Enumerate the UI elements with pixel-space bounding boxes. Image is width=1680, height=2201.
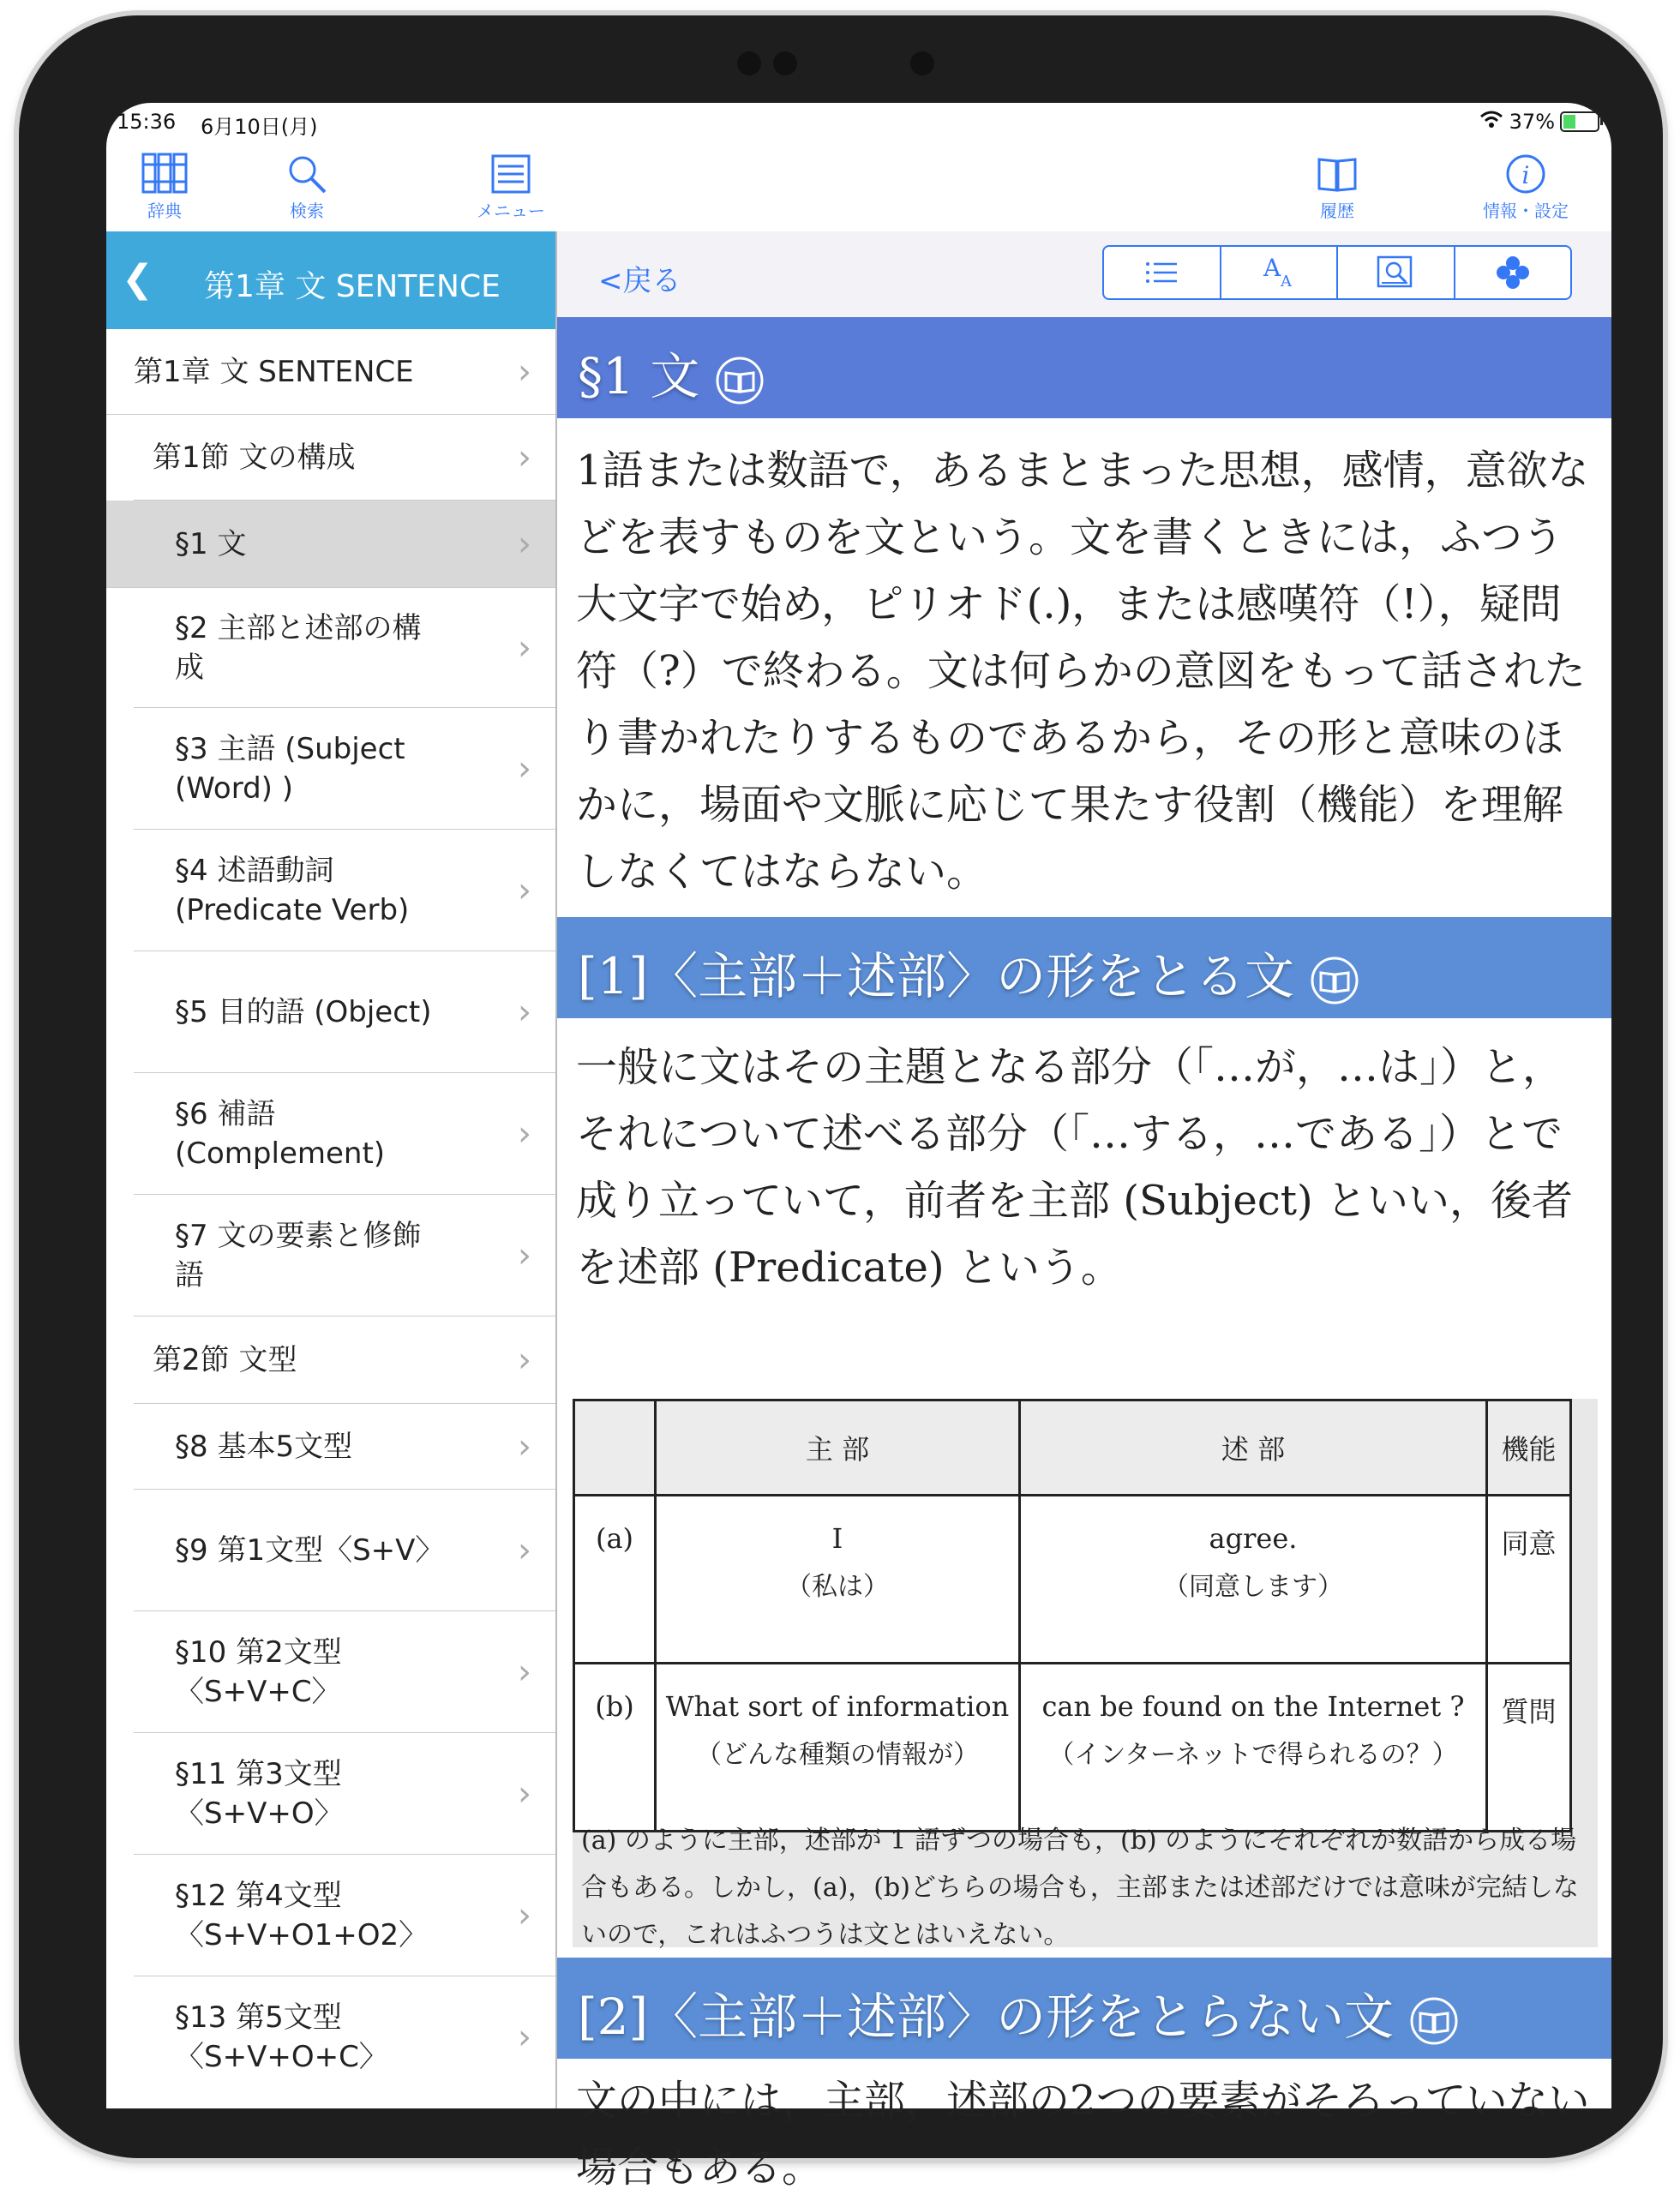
info-settings-button[interactable] (1474, 142, 1577, 222)
chevron-right-icon: › (518, 1895, 531, 1935)
battery-icon (1560, 111, 1599, 132)
list-icon (1144, 260, 1179, 285)
toc-item[interactable] (134, 1195, 555, 1316)
table-header (574, 1400, 656, 1496)
chevron-right-icon: › (518, 1235, 531, 1275)
book-audio-icon[interactable] (1310, 956, 1359, 1005)
paragraph: 一般に文はその主題となる部分（「…が，…は」）と，それについて述べる部分（「…する，…である」）とで成り立っていて，前者を主部 (Subject) といい，後者を述部 (Predicate) という。 (576, 1043, 1573, 1292)
section-heading (557, 317, 1611, 418)
function-cell: 質問 (1487, 1664, 1571, 1832)
toc-item[interactable] (134, 415, 555, 501)
top-toolbar (106, 142, 1611, 232)
subject-translation: （私は） (786, 1572, 889, 1602)
toc-item-label: §1 文 (175, 526, 247, 561)
wifi-icon (1479, 110, 1504, 134)
subsection-title: [2]〈主部＋述部〉の形をとらない文 (578, 1988, 1395, 2046)
svg-text:i: i (1521, 161, 1530, 189)
toc-item[interactable] (134, 1073, 555, 1195)
books-icon (141, 153, 188, 195)
toc-item-label: §2 主部と述部の構成 (175, 610, 422, 685)
content-pane (557, 231, 1611, 2192)
toc-item[interactable] (134, 951, 555, 1073)
chevron-right-icon: › (518, 2018, 531, 2057)
toc-item[interactable] (134, 1855, 555, 1976)
chevron-right-icon: › (518, 1773, 531, 1814)
table-header: 述 部 (1020, 1400, 1487, 1496)
back-link[interactable]: <戻る (598, 264, 681, 298)
subsection-title: [1]〈主部＋述部〉の形をとる文 (578, 947, 1295, 1005)
info-settings-label: 情報・設定 (1483, 201, 1569, 221)
chevron-right-icon: › (518, 1530, 531, 1570)
dictionary-label: 辞典 (147, 201, 182, 221)
paragraph: 1語または数語で，あるまとまった思想，感情，意欲などを表すものを文という。文を書くときには，ふつう大文字で始め，ピリオド(.)，または感嘆符（!），疑問符（?）で終わる。文は何らかの意図をもって話されたり書かれたりするものであるから，その形と意味のほかに，場面や文脈に応じて果たす役割（機能）を理解しなくてはならない。 (576, 447, 1589, 896)
search-icon (285, 153, 328, 195)
toc-item[interactable] (134, 708, 555, 830)
chevron-right-icon: › (518, 437, 531, 477)
grammar-table-panel (573, 1399, 1598, 1950)
subject-cell (656, 1496, 1020, 1664)
clover-icon (1494, 254, 1532, 291)
toc-list (106, 329, 555, 2098)
open-book-icon (1316, 153, 1359, 195)
toc-item-label: §4 述語動詞 (Predicate Verb) (175, 853, 410, 927)
toc-item[interactable] (134, 1976, 555, 2098)
subject-translation: （どんな種類の情報が） (696, 1740, 979, 1770)
search-label: 検索 (290, 201, 324, 221)
predicate-translation: （同意します） (1163, 1572, 1343, 1602)
table-header: 機能 (1487, 1400, 1571, 1496)
toc-item[interactable] (134, 1404, 555, 1490)
toc-item-label: §11 第3文型〈S+V+O〉 (175, 1756, 344, 1831)
chevron-right-icon: › (518, 870, 531, 910)
toc-item-label: 第2節 文型 (153, 1342, 297, 1377)
dictionary-button[interactable] (113, 142, 216, 222)
sensor-dot (773, 51, 797, 75)
device-frame (19, 15, 1663, 2192)
battery-percent: 37% (1509, 110, 1555, 134)
section-title: §1 文 (578, 347, 700, 405)
status-date: 6月10日(月) (201, 115, 318, 139)
grammar-table (573, 1399, 1572, 1832)
page-search-icon (1377, 255, 1414, 290)
sidebar-title: 第1章 文 SENTENCE (204, 269, 501, 304)
toc-item-label: §10 第2文型〈S+V+C〉 (175, 1634, 342, 1709)
menu-label: メニュー (477, 201, 545, 221)
toc-item-label: §3 主語 (Subject (Word) ) (175, 731, 405, 806)
sidebar-header (106, 231, 555, 329)
toc-item[interactable] (134, 588, 555, 708)
table-row (574, 1496, 1571, 1664)
toc-item-label: 第1節 文の構成 (153, 440, 356, 475)
chevron-right-icon: › (518, 1340, 531, 1380)
list-view-button[interactable] (1104, 247, 1221, 298)
back-chevron-icon[interactable]: ❮ (122, 257, 153, 301)
predicate-cell (1020, 1496, 1487, 1664)
menu-icon (489, 153, 532, 195)
history-label: 履歴 (1320, 201, 1354, 221)
front-camera (910, 51, 934, 75)
toc-item-label: §12 第4文型〈S+V+O1+O2〉 (175, 1878, 429, 1952)
options-button[interactable] (1455, 247, 1571, 298)
sensor-dot (737, 51, 761, 75)
subject-text: I (831, 1522, 843, 1555)
toc-item-label: §6 補語 (Complement) (175, 1096, 386, 1171)
function-cell: 同意 (1487, 1496, 1571, 1664)
toc-item-label: §9 第1文型〈S+V〉 (175, 1532, 445, 1568)
table-note: (a) のように主部，述部が 1 語ずつの場合も，(b) のようにそれぞれが数語から成る場合もある。しかし，(a)，(b)どちらの場合も，主部または述部だけでは意味が完結しないので，これはふつうは文とはいえない。 (581, 1826, 1579, 1950)
toc-item[interactable] (134, 1316, 555, 1404)
search-button[interactable] (255, 142, 358, 222)
find-in-page-button[interactable] (1338, 247, 1455, 298)
subsection-heading (557, 917, 1611, 1018)
info-icon (1504, 153, 1547, 195)
content-navbar (557, 231, 1611, 318)
toc-item-label: §8 基本5文型 (175, 1429, 353, 1464)
toc-item[interactable] (134, 1733, 555, 1855)
toc-item[interactable] (134, 1490, 555, 1611)
svg-text:A: A (1263, 254, 1281, 282)
toc-item[interactable] (134, 830, 555, 951)
toc-item-label: §7 文の要素と修飾語 (175, 1218, 422, 1292)
sidebar (106, 231, 557, 2108)
chevron-right-icon: › (518, 748, 531, 789)
menu-button[interactable] (459, 142, 562, 222)
book-audio-icon[interactable] (1409, 1996, 1459, 2046)
table-row (574, 1664, 1571, 1832)
predicate-text: agree. (1209, 1522, 1298, 1555)
chevron-right-icon: › (518, 1652, 531, 1692)
chevron-right-icon: › (518, 1426, 531, 1466)
book-audio-icon[interactable] (715, 356, 765, 405)
row-label: (b) (574, 1664, 656, 1832)
toc-item-label: §13 第5文型〈S+V+O+C〉 (175, 2000, 388, 2074)
predicate-text: can be found on the Internet ? (1041, 1690, 1465, 1723)
chevron-right-icon: › (518, 992, 531, 1032)
row-label: (a) (574, 1496, 656, 1664)
view-segmented-control (1102, 245, 1572, 300)
subject-cell (656, 1664, 1020, 1832)
chevron-right-icon: › (518, 351, 531, 392)
predicate-cell (1020, 1664, 1487, 1832)
toc-item[interactable] (134, 1611, 555, 1733)
subject-text: What sort of information (665, 1690, 1010, 1723)
screen (106, 103, 1611, 2192)
toc-item-label: 第1章 文 SENTENCE (134, 354, 414, 389)
subsection-heading (557, 1958, 1611, 2059)
paragraph: 文の中には，主部，述部の2つの要素がそろっていない場合もある。 (576, 2077, 1590, 2192)
chevron-right-icon: › (518, 627, 531, 668)
toc-item-selected[interactable] (106, 501, 555, 588)
chevron-right-icon: › (518, 524, 531, 564)
chevron-right-icon: › (518, 1113, 531, 1154)
status-time: 15:36 (117, 110, 177, 134)
predicate-translation: （インターネットで得られるの？） (1048, 1740, 1458, 1770)
status-bar (106, 103, 1611, 142)
svg-text:A: A (1280, 273, 1292, 291)
font-size-icon (1260, 254, 1298, 291)
font-size-button[interactable] (1221, 247, 1339, 298)
table-header: 主 部 (656, 1400, 1020, 1496)
toc-item-label: §5 目的語 (Object) (175, 994, 432, 1029)
history-button[interactable] (1286, 142, 1389, 222)
toc-item[interactable] (106, 329, 555, 415)
